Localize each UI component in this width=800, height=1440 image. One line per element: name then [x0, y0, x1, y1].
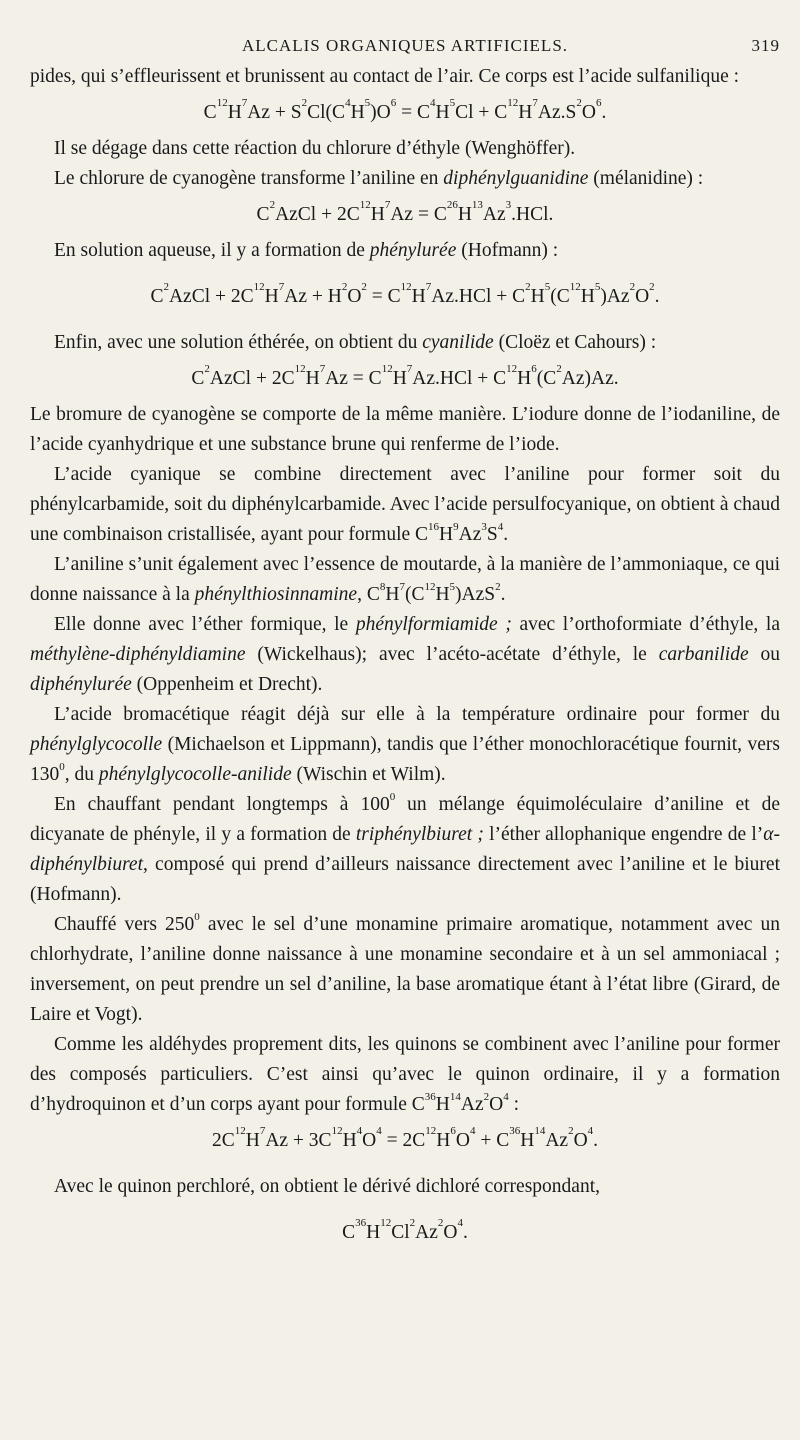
chemical-equation: $C^{12}H^7Az + S^2Cl(C^4H^5)O^6 = C^4H^5Cl + C^{12}H^7Az.S^2O^6$.: [203, 97, 607, 123]
chemical-equation: $C^2AzCl + 2C^{12}H^7Az = C^{26}H^{13}Az^3.HCl$.: [256, 199, 554, 225]
chemical-equation: $C^{36}H^{12}Cl^2Az^2O^4$.: [342, 1217, 468, 1243]
chemical-equation: $2C^{12}H^7Az + 3C^{12}H^4O^4 = 2C^{12}H^6O^4 + C^{36}H^{14}Az^2O^4$.: [211, 1125, 599, 1151]
running-title: ALCALIS ORGANIQUES ARTIFICIELS.: [241, 36, 569, 55]
page-number: 319: [751, 36, 780, 55]
document-page: [30, 36, 780, 1264]
paragraph: Enfin, avec une solution éthérée, on obtient du cyanilide (Cloëz et Cahours) :: [54, 332, 657, 353]
paragraph: Chauffé vers $250^0$ avec le sel d’une monamine primaire aromatique, notamment avec un chlorhydrate, l’aniline donne naissance à une monamine secondaire et à un sel ammoniacal ; inversement, on peut prendre un sel d’aniline, la base aromatique étant à l’état libre (Girard, de Laire et Vogt).: [30, 911, 780, 1025]
paragraph: Le chlorure de cyanogène transforme l’aniline en diphénylguanidine (mélanidine) :: [54, 168, 704, 189]
chemical-equation: $C^2AzCl + 2C^{12}H^7Az = C^{12}H^7Az.HCl + C^{12}H^6(C^2Az)Az$.: [191, 363, 619, 389]
paragraph: Elle donne avec l’éther formique, le phénylformiamide ; avec l’orthoformiate d’éthyle, la méthylène-diphényldiamine (Wickelhaus); avec l’acéto-acétate d’éthyle, le carbanilide ou diphénylurée (Oppenheim et Drecht).: [30, 614, 780, 695]
paragraph: L’acide bromacétique réagit déjà sur elle à la température ordinaire pour former du phénylglycocolle (Michaelson et Lippmann), tandis que l’éther monochloracétique fournit, vers $130^0$, du phénylglycocolle-anilide (Wischin et Wilm).: [30, 704, 780, 785]
paragraph: Avec le quinon perchloré, on obtient le dérivé dichloré correspondant,: [54, 1176, 600, 1197]
paragraph: Le bromure de cyanogène se comporte de la même manière. L’iodure donne de l’iodaniline, de l’acide cyanhydrique et une substance brune qui renferme de l’iode.: [30, 404, 780, 455]
chemical-equation: $C^2AzCl + 2C^{12}H^7Az + H^2O^2 = C^{12}H^7Az.HCl + C^2H^5(C^{12}H^5)Az^2O^2$.: [150, 281, 660, 307]
paragraph: Comme les aldéhydes proprement dits, les quinons se combinent avec l’aniline pour former des composés particuliers. C’est ainsi qu’avec le quinon ordinaire, il y a formation d’hydroquinon et d’un corps ayant pour formule $C^{36}H^{14}Az^2O^4$ :: [30, 1034, 780, 1115]
page-body: [30, 62, 780, 1250]
paragraph: pides, qui s’effleurissent et brunissent au contact de l’air. Ce corps est l’acide sulfanilique :: [30, 66, 740, 87]
paragraph: L’aniline s’unit également avec l’essence de moutarde, à la manière de l’ammoniaque, ce qui donne naissance à la phénylthiosinnamine, $C^8H^7(C^{12}H^5)AzS^2$.: [30, 554, 780, 605]
paragraph: En solution aqueuse, il y a formation de phénylurée (Hofmann) :: [54, 240, 559, 261]
running-header: [30, 36, 780, 62]
paragraph: L’acide cyanique se combine directement avec l’aniline pour former soit du phénylcarbamide, soit du diphénylcarbamide. Avec l’acide persulfocyanique, on obtient à chaud une combinaison cristallisée, ayant pour formule $C^{16}H^9Az^3S^4$.: [30, 464, 780, 545]
paragraph: Il se dégage dans cette réaction du chlorure d’éthyle (Wenghöffer).: [54, 138, 576, 159]
paragraph: En chauffant pendant longtemps à $100^0$ un mélange équimoléculaire d’aniline et de dicyanate de phényle, il y a formation de triphénylbiuret ; l’éther allophanique engendre de l’α-diphénylbiuret, composé qui prend d’ailleurs naissance directement avec l’aniline et le biuret (Hofmann).: [30, 791, 781, 905]
